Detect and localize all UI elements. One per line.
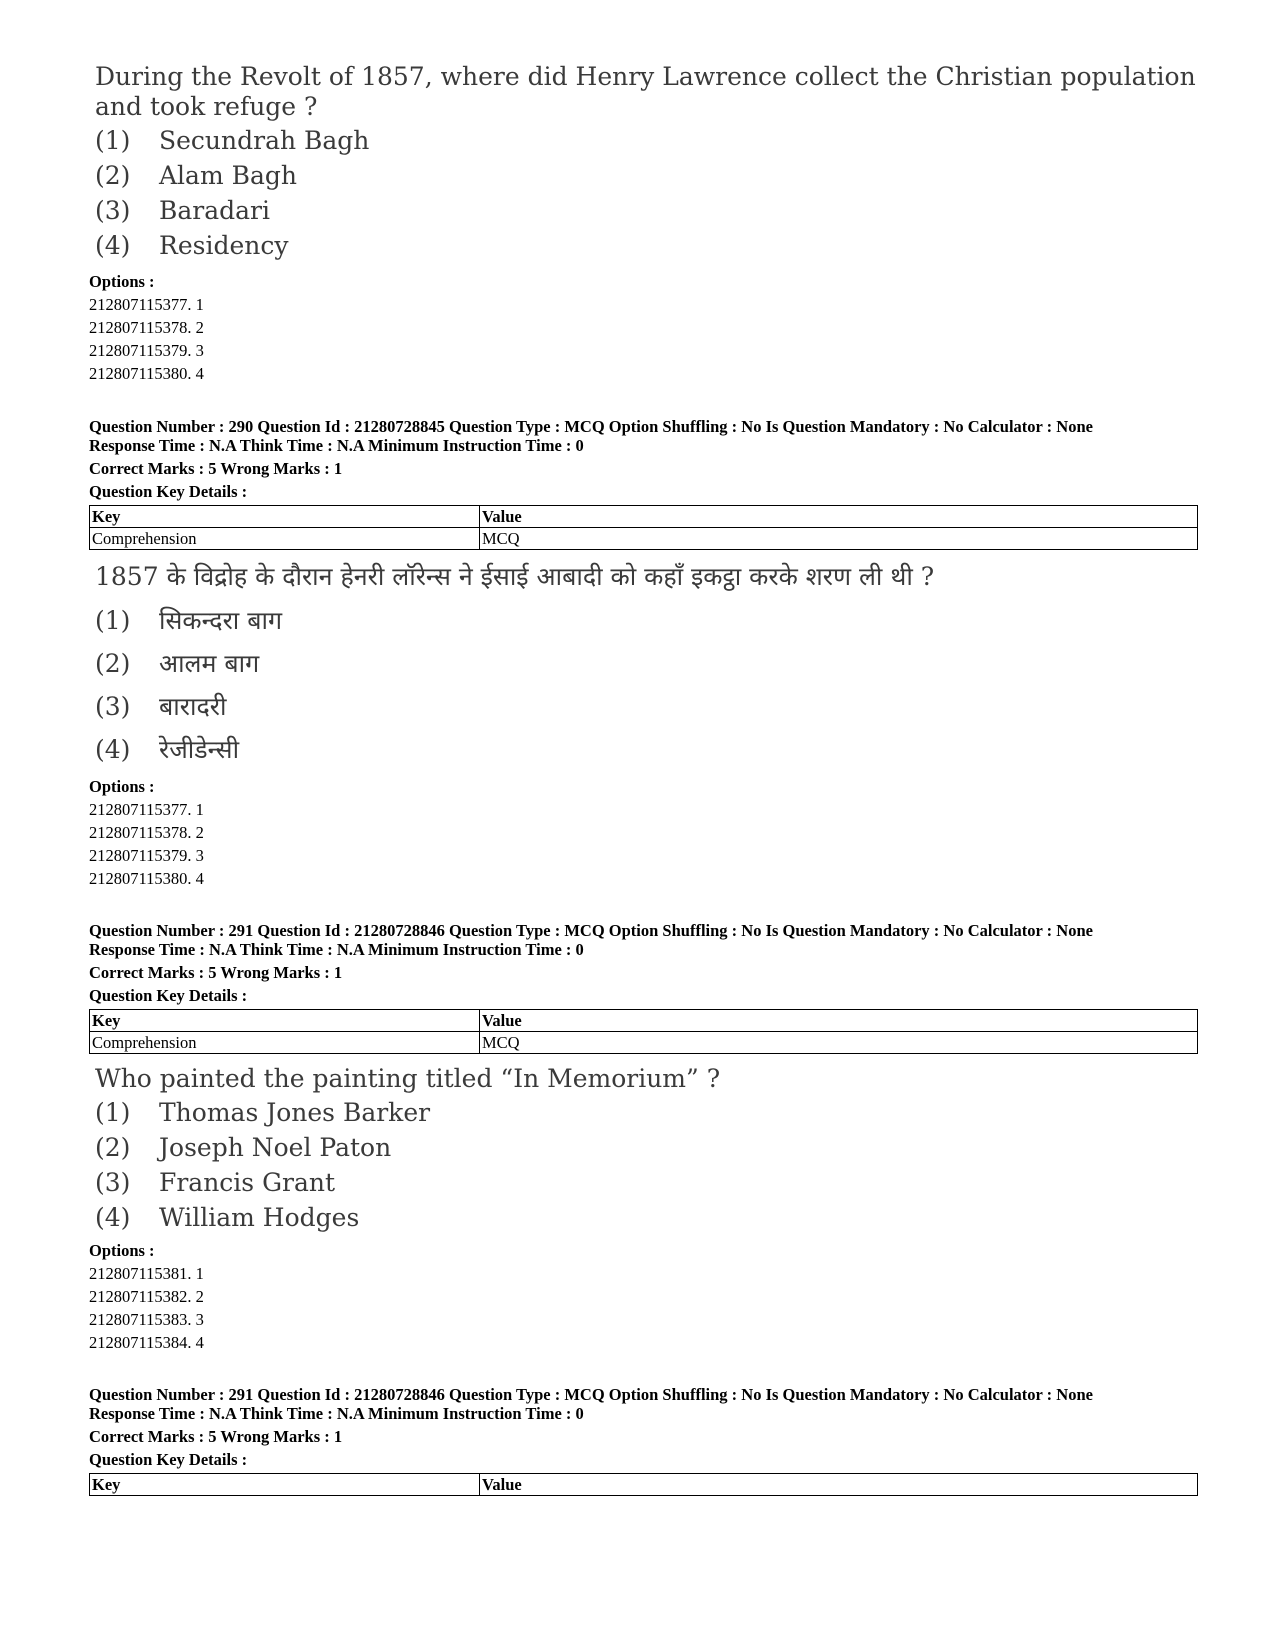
option-id-4: 212807115384. 4 — [89, 1333, 204, 1352]
options-label: Options : — [89, 1241, 155, 1260]
table-header-value: Value — [480, 506, 1198, 528]
table-cell-value: MCQ — [480, 528, 1198, 550]
key-details-label: Question Key Details : — [89, 1450, 248, 1469]
response-time-line: Response Time : N.A Think Time : N.A Minimum Instruction Time : 0 — [89, 1404, 584, 1423]
option-id-3: 212807115383. 3 — [89, 1310, 204, 1329]
response-time-line: Response Time : N.A Think Time : N.A Minimum Instruction Time : 0 — [89, 940, 584, 959]
table-header-key: Key — [90, 506, 480, 528]
table-header-value: Value — [480, 1010, 1198, 1032]
option-id-3: 212807115379. 3 — [89, 846, 204, 865]
table-header-key: Key — [90, 1474, 480, 1496]
table-cell-value: MCQ — [480, 1032, 1198, 1054]
marks-line: Correct Marks : 5 Wrong Marks : 1 — [89, 459, 343, 478]
option-id-1: 212807115381. 1 — [89, 1264, 204, 1283]
question-text: 1857 के विद्रोह के दौरान हेनरी लॉरेन्स ने ईसाई आबादी को कहाँ इकट्ठा करके शरण ली थी ? — [95, 562, 935, 591]
option-id-2: 212807115378. 2 — [89, 318, 204, 337]
option-id-4: 212807115380. 4 — [89, 364, 204, 383]
question-meta-line: Question Number : 291 Question Id : 21280728846 Question Type : MCQ Option Shuffling : No Is Question Mandatory : No Calculator : None — [89, 921, 1093, 940]
table-cell-key: Comprehension — [90, 528, 480, 550]
marks-line: Correct Marks : 5 Wrong Marks : 1 — [89, 963, 343, 982]
key-details-label: Question Key Details : — [89, 482, 248, 501]
question-meta-line: Question Number : 291 Question Id : 21280728846 Question Type : MCQ Option Shuffling : No Is Question Mandatory : No Calculator : None — [89, 1385, 1093, 1404]
response-time-line: Response Time : N.A Think Time : N.A Minimum Instruction Time : 0 — [89, 436, 584, 455]
option-id-3: 212807115379. 3 — [89, 341, 204, 360]
question-meta-line: Question Number : 290 Question Id : 21280728845 Question Type : MCQ Option Shuffling : No Is Question Mandatory : No Calculator : None — [89, 417, 1093, 436]
options-label: Options : — [89, 272, 155, 291]
table-cell-key: Comprehension — [90, 1032, 480, 1054]
question-text: During the Revolt of 1857, where did Henry Lawrence collect the Christian population and took refuge ? — [95, 62, 1196, 121]
option-id-2: 212807115378. 2 — [89, 823, 204, 842]
options-label: Options : — [89, 777, 155, 796]
option-id-4: 212807115380. 4 — [89, 869, 204, 888]
option-id-1: 212807115377. 1 — [89, 800, 204, 819]
key-details-table — [89, 1009, 1198, 1054]
marks-line: Correct Marks : 5 Wrong Marks : 1 — [89, 1427, 343, 1446]
key-details-table — [89, 505, 1198, 550]
option-id-2: 212807115382. 2 — [89, 1287, 204, 1306]
table-header-key: Key — [90, 1010, 480, 1032]
question-text: Who painted the painting titled “In Memorium” ? — [95, 1064, 721, 1093]
table-header-value: Value — [480, 1474, 1198, 1496]
option-id-1: 212807115377. 1 — [89, 295, 204, 314]
key-details-label: Question Key Details : — [89, 986, 248, 1005]
key-details-table — [89, 1473, 1198, 1496]
